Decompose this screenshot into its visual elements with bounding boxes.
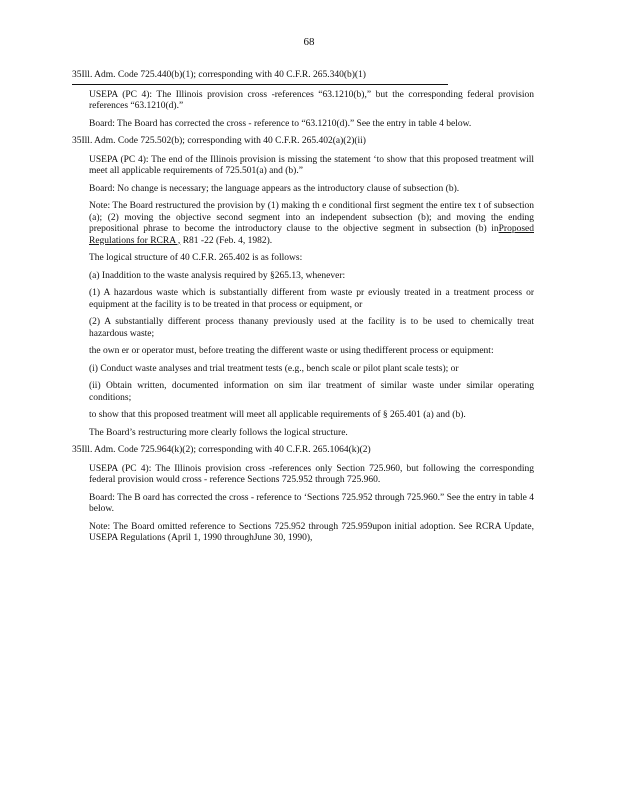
body-paragraph: to show that this proposed treatment will meet all applicable requirements of § 265.401 (a) and (b). [89, 410, 466, 420]
body-paragraph: (i) Conduct waste analyses and trial treatment tests (e.g., bench scale or pilot plant scale tests); or [89, 363, 459, 374]
comment-paragraph: USEPA (PC 4): The Illinois provision cross -references only Section 725.960, but following the corresponding federal provision would cross - reference Sections 725.952 through 725.960. [89, 463, 534, 485]
body-paragraph: the own er or operator must, before treating the different waste or using thedifferent process or equipment: [89, 346, 494, 356]
note-text: Note: The Board restructured the provision by (1) making th e conditional first segment the entire tex t of subsection (a); (2) moving the objective second segment into an independent subsection (b); and moving the ending prepositional phrase to become the introductory clause to the objective segment in subsection (b) in [89, 201, 534, 234]
comment-paragraph: USEPA (PC 4): The Illinois provision cross -references “63.1210(b),” but the corresponding federal provision references “63.1210(d).” [89, 89, 534, 111]
body-paragraph: The Board’s restructuring more clearly follows the logical structure. [89, 427, 348, 438]
note-paragraph [89, 201, 534, 247]
body-paragraph: (1) A hazardous waste which is substantially different from waste pr eviously treated in a treatment process or equipment at the facility is to be treated in that process or equipment, or [89, 288, 534, 310]
board-response-paragraph: Board: The Board has corrected the cross - reference to “63.1210(d).” See the entry in table 4 below. [89, 118, 472, 129]
body-paragraph: (ii) Obtain written, documented information on sim ilar treatment of similar waste under similar operating conditions; [89, 381, 534, 403]
body-paragraph: (a) Inaddition to the waste analysis required by §265.13, whenever: [89, 270, 346, 281]
body-paragraph: The logical structure of 40 C.F.R. 265.402 is as follows: [89, 253, 303, 263]
entry-heading: 35Ill. Adm. Code 725.440(b)(1); corresponding with 40 C.F.R. 265.340(b)(1) [72, 70, 448, 85]
page-body [72, 70, 534, 545]
comment-paragraph: USEPA (PC 4): The end of the Illinois provision is missing the statement ‘to show that this proposed treatment will meet all applicable requirements of 725.501(a) and (b).” [89, 154, 534, 176]
entry-heading: 35Ill. Adm. Code 725.502(b); corresponding with 40 C.F.R. 265.402(a)(2)(ii) [72, 136, 366, 146]
note-tail: R81 -22 (Feb. 4, 1982). [180, 235, 273, 246]
board-response-paragraph: Board: No change is necessary; the language appears as the introductory clause of subsection (b). [89, 183, 460, 194]
board-response-paragraph: Board: The B oard has corrected the cross - reference to ‘Sections 725.952 through 725.960.” See the entry in table 4 below. [89, 492, 534, 514]
body-paragraph: (2) A substantially different process thanany previously used at the facility is to be used to chemically treat hazardous waste; [89, 317, 534, 339]
page-number: 68 [303, 36, 315, 48]
citation-link: Proposed Regulations for RCRA , [89, 224, 534, 246]
note-paragraph: Note: The Board omitted reference to Sections 725.952 through 725.959upon initial adoption. See RCRA Update, USEPA Regulations (April 1, 1990 throughJune 30, 1990), [89, 521, 534, 543]
entry-heading: 35Ill. Adm. Code 725.964(k)(2); corresponding with 40 C.F.R. 265.1064(k)(2) [72, 445, 371, 455]
